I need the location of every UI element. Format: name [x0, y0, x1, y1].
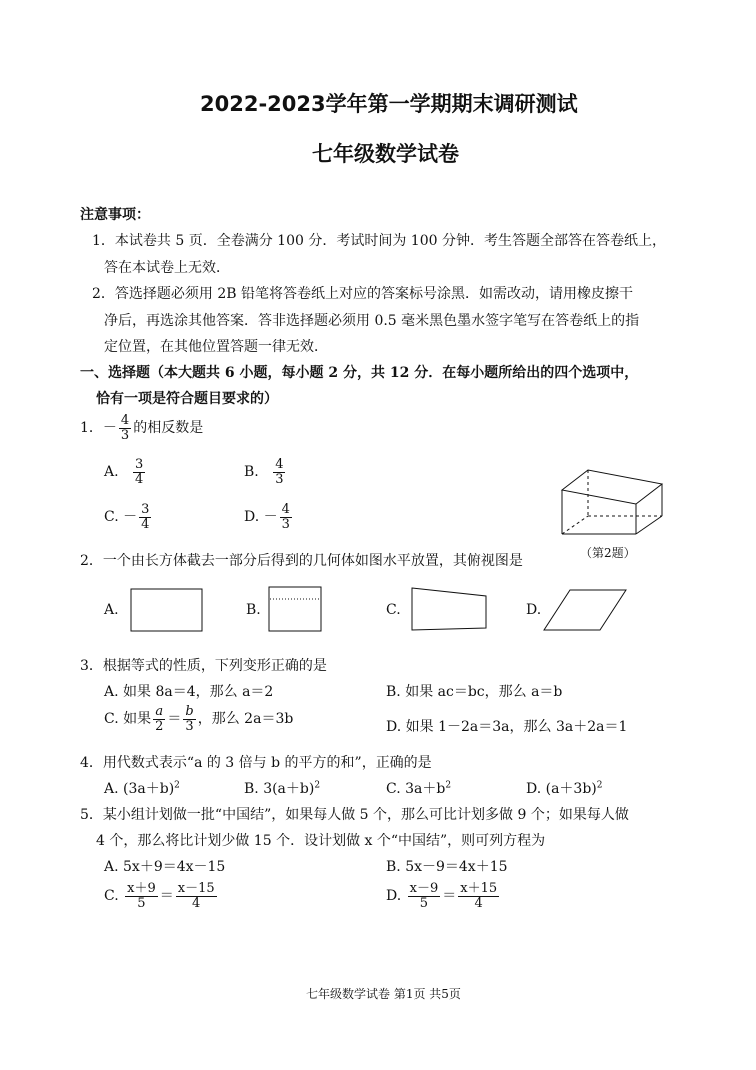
option-label: D. [386, 888, 402, 905]
equals-sign: ＝ [442, 888, 457, 905]
option-fraction [139, 503, 151, 531]
option-fraction [408, 882, 441, 910]
option-label: C. [104, 888, 119, 905]
question-1-minus: － [102, 420, 117, 437]
square-shape [269, 587, 321, 631]
fraction-numerator: 3 [141, 502, 150, 517]
option-text: A. (3a＋b) [104, 781, 175, 797]
question-3-option-d[interactable]: D. 如果 1－2a＝3a，那么 3a＋2a＝1 [386, 719, 628, 735]
page-subtitle: 七年级数学试卷 [312, 142, 459, 166]
option-text: B. 3(a＋b) [244, 781, 315, 797]
question-4-option-a[interactable] [104, 778, 180, 798]
question-1-option-a[interactable] [104, 458, 147, 486]
question-2-option-b-shape[interactable] [268, 586, 324, 634]
question-1-text: 的相反数是 [133, 420, 204, 437]
option-fraction [125, 882, 158, 910]
question-2-option-c-label[interactable]: C. [386, 602, 401, 618]
notice-item-1-line-1: 1．本试卷共 5 页．全卷满分 100 分．考试时间为 100 分钟．考生答题全部答在答卷纸上， [92, 233, 666, 249]
exponent: 2 [314, 780, 321, 791]
fraction-denominator: 2 [155, 718, 164, 734]
fraction-denominator: 4 [135, 471, 144, 487]
fraction-numerator: a [153, 705, 165, 720]
option-minus: － [263, 509, 278, 526]
option-label: C. [104, 509, 119, 526]
fraction-numerator: 4 [120, 413, 130, 428]
rectangle-shape [131, 589, 202, 631]
fraction-numerator: x－9 [409, 881, 439, 896]
solid-top-face [562, 470, 662, 504]
question-2-option-d-label[interactable]: D. [526, 602, 542, 618]
question-3-option-c[interactable] [104, 705, 293, 733]
option-fraction [458, 882, 499, 910]
question-1-fraction [119, 414, 131, 442]
fraction-denominator: 3 [275, 471, 284, 487]
exponent: 2 [445, 780, 452, 791]
fraction-denominator: 5 [137, 895, 146, 911]
fraction-denominator: 3 [281, 516, 290, 532]
question-2-option-d-shape[interactable] [542, 588, 630, 634]
fraction-denominator: 4 [474, 895, 483, 911]
question-4-option-b[interactable] [244, 778, 320, 798]
notice-item-2-line-1: 2．答选择题必须用 2B 铅笔将答卷纸上对应的答案标号涂黑．如需改动，请用橡皮擦干 [92, 286, 634, 302]
option-fraction [133, 458, 145, 486]
question-2-figure-caption: （第2题） [580, 546, 636, 560]
option-label: A. [104, 464, 119, 481]
solid-edge [636, 516, 662, 534]
equals-sign: ＝ [159, 888, 174, 905]
question-3-option-a[interactable]: A. 如果 8a＝4，那么 a＝2 [104, 684, 274, 700]
fraction-denominator: 4 [141, 516, 150, 532]
question-2-option-c-shape[interactable] [410, 586, 490, 634]
option-fraction [183, 705, 195, 733]
fraction-denominator: 5 [419, 895, 429, 911]
question-2-solid-figure [556, 462, 668, 546]
question-3-stem: 3．根据等式的性质，下列变形正确的是 [80, 658, 327, 674]
notice-item-2-line-2: 净后，再选涂其他答案．答非选择题必须用 0.5 毫米黑色墨水签字笔写在答卷纸上的指 [104, 313, 640, 329]
question-5-option-b[interactable]: B. 5x－9＝4x＋15 [386, 859, 508, 875]
option-label: B. [244, 464, 259, 481]
question-1-number: 1． [80, 420, 103, 437]
notice-item-1-line-2: 答在本试卷上无效． [104, 260, 230, 276]
fraction-denominator: 3 [120, 427, 130, 443]
question-2-option-a-label[interactable]: A. [104, 602, 119, 618]
option-text: D. (a＋3b) [526, 781, 597, 797]
notice-item-2-line-3: 定位置，在其他位置答题一律无效． [104, 339, 328, 355]
fraction-numerator: x＋15 [460, 881, 498, 896]
parallelogram-shape [544, 590, 626, 630]
notice-heading: 注意事项： [80, 207, 150, 223]
question-5-option-c[interactable] [104, 882, 219, 910]
question-4-stem: 4．用代数式表示“a 的 3 倍与 b 的平方的和”，正确的是 [80, 755, 432, 771]
page-title: 2022-2023学年第一学期期末调研测试 [200, 92, 578, 116]
option-fraction [153, 705, 165, 733]
question-1-option-d[interactable] [244, 503, 294, 531]
question-2-option-a-shape[interactable] [130, 588, 204, 634]
question-5-stem-line-1: 5．某小组计划做一批“中国结”，如果每人做 5 个，那么可比计划多做 9 个；如果每人做 [80, 807, 629, 823]
fraction-numerator: 4 [281, 502, 290, 517]
exponent: 2 [174, 780, 180, 791]
question-1-option-b[interactable] [244, 458, 287, 486]
option-label: D. [244, 509, 260, 526]
option-fraction [280, 503, 292, 531]
fraction-numerator: x＋9 [127, 881, 156, 896]
fraction-numerator: x－15 [177, 881, 215, 896]
option-fraction [176, 882, 217, 910]
fraction-denominator: 4 [192, 895, 201, 911]
fraction-numerator: b [185, 704, 194, 719]
equals-sign: ＝ [167, 711, 182, 728]
page-footer: 七年级数学试卷 第1页 共5页 [306, 987, 461, 1001]
question-4-option-c[interactable] [386, 778, 451, 798]
question-1-option-c[interactable] [104, 503, 153, 531]
trapezoid-shape [412, 588, 486, 630]
question-3-option-b[interactable]: B. 如果 ac＝bc，那么 a＝b [386, 684, 563, 700]
question-5-option-d[interactable] [386, 882, 501, 910]
option-fraction [273, 458, 285, 486]
exponent: 2 [596, 780, 603, 791]
question-5-option-a[interactable]: A. 5x＋9＝4x－15 [104, 859, 226, 875]
question-2-stem: 2．一个由长方体截去一部分后得到的几何体如图水平放置，其俯视图是 [80, 553, 523, 569]
fraction-numerator: 4 [275, 457, 284, 472]
fraction-denominator: 3 [185, 718, 194, 734]
question-2-option-b-label[interactable]: B. [246, 602, 261, 618]
option-minus: － [123, 509, 138, 526]
fraction-numerator: 3 [135, 457, 144, 472]
section-1-heading-line-1: 一、选择题（本大题共 6 小题，每小题 2 分，共 12 分．在每小题所给出的四个选项中， [80, 365, 639, 381]
option-tail: ，那么 2a＝3b [197, 711, 294, 728]
question-1-stem [80, 414, 203, 442]
section-1-heading-line-2: 恰有一项是符合题目要求的） [96, 391, 278, 407]
option-label: C. 如果 [104, 711, 152, 728]
question-5-stem-line-2: 4 个，那么将比计划少做 15 个．设计划做 x 个“中国结”，则可列方程为 [96, 833, 546, 849]
solid-hidden-edge [562, 516, 588, 534]
option-text: C. 3a＋b [386, 781, 446, 797]
question-4-option-d[interactable] [526, 778, 603, 798]
